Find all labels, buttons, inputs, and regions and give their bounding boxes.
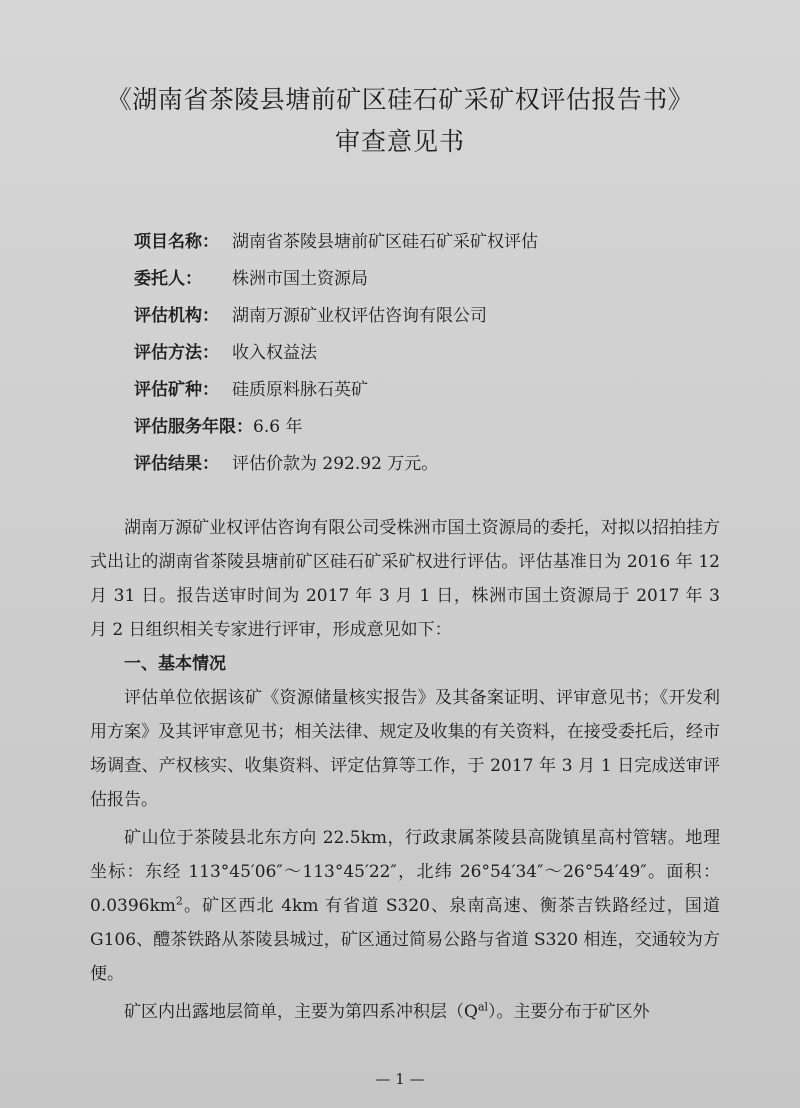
location-text-cont: 。矿区西北 4km 有省道 S320、泉南高速、衡茶吉铁路经过，国道 G106、醴茶铁路从茶陵县城过，矿区通过简易公路与省道 S320 相连，交通较为方便。 [90, 896, 720, 984]
superscript: 2 [175, 894, 183, 908]
info-key: 委托人： [134, 269, 202, 289]
info-key: 评估服务年限： [134, 417, 253, 437]
document-title: 《湖南省茶陵县塘前矿区硅石矿采矿权评估报告书》 [106, 85, 694, 114]
location-paragraph [90, 821, 720, 991]
info-value: 硅质原料脉石英矿 [232, 380, 368, 400]
info-key: 项目名称： [134, 232, 219, 252]
info-row-service-years [134, 409, 754, 446]
info-row-agency [134, 298, 754, 335]
info-value: 湖南省茶陵县塘前矿区硅石矿采矿权评估 [232, 232, 538, 252]
document-subtitle: 审查意见书 [334, 127, 465, 156]
info-row-result [134, 446, 754, 483]
strata-text: 矿区内出露地层简单，主要为第四系冲积层（Q [124, 1002, 478, 1022]
strata-text-cont: ）。主要分布于矿区外 [488, 1002, 650, 1022]
section-heading: 一、基本情况 [124, 654, 226, 674]
superscript: al [477, 1000, 489, 1014]
location-text: 矿山位于茶陵县北东方向 22.5km，行政隶属茶陵县高陇镇星高村管辖。地理坐标：东经 113°45′06″～113°45′22″，北纬 26°54′34″～26°54′49″。面积：0.0396km [90, 828, 720, 916]
info-value: 评估价款为 292.92 万元。 [232, 454, 439, 474]
info-key: 评估方法： [134, 343, 219, 363]
info-block [134, 224, 754, 483]
document-body [90, 511, 720, 1029]
info-value: 6.6 年 [253, 417, 303, 437]
page-number: — 1 — [375, 1070, 425, 1088]
info-key: 评估机构： [134, 306, 219, 326]
info-value: 湖南万源矿业权评估咨询有限公司 [232, 306, 487, 326]
info-value: 株洲市国土资源局 [232, 269, 368, 289]
info-row-method [134, 335, 754, 372]
info-key: 评估结果： [134, 454, 219, 474]
info-row-project [134, 224, 754, 261]
info-row-client [134, 261, 754, 298]
info-key: 评估矿种： [134, 380, 219, 400]
info-value: 收入权益法 [232, 343, 317, 363]
strata-paragraph [90, 995, 720, 1029]
basis-paragraph: 评估单位依据该矿《资源储量核实报告》及其备案证明、评审意见书；《开发利用方案》及其评审意见书；相关法律、规定及收集的有关资料，在接受委托后，经市场调查、产权核实、收集资料、评定估算等工作，于 2017 年 3 月 1 日完成送审评估报告。 [90, 688, 720, 810]
info-row-mineral [134, 372, 754, 409]
intro-paragraph: 湖南万源矿业权评估咨询有限公司受株洲市国土资源局的委托，对拟以招拍挂方式出让的湖南省茶陵县塘前矿区硅石矿采矿权进行评估。评估基准日为 2016 年 12 月 31 日。报告送审时间为 2017 年 3 月 1 日，株洲市国土资源局于 2017 年 3 月 2 日组织相关专家进行评审，形成意见如下： [90, 518, 720, 640]
